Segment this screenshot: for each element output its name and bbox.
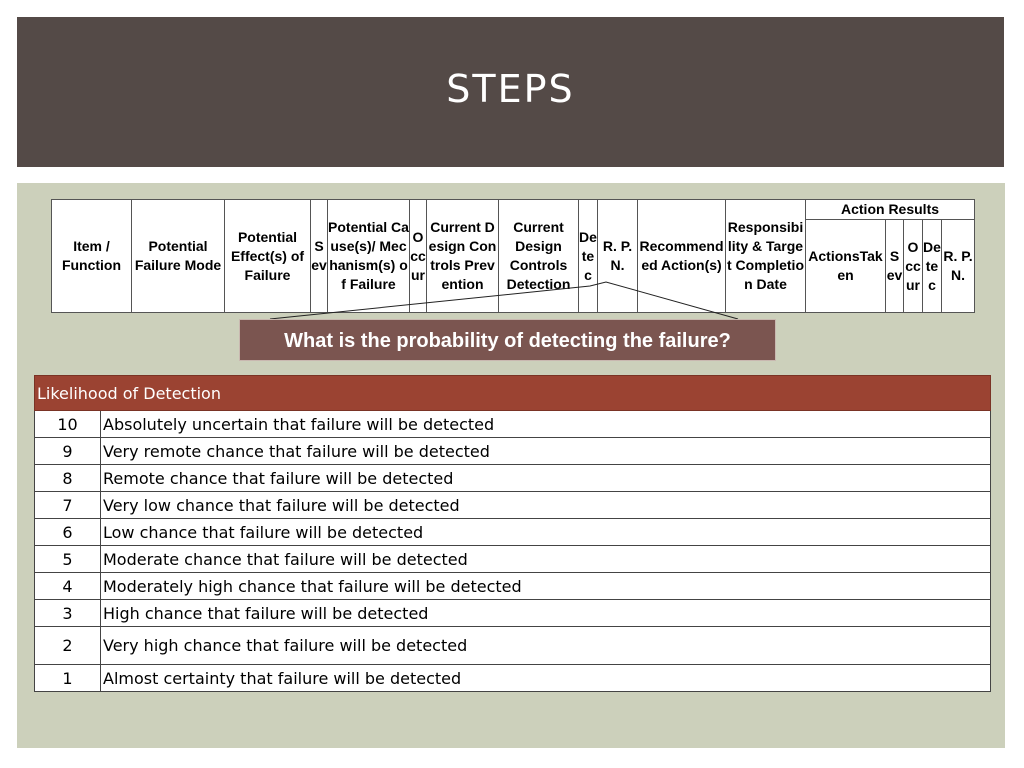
callout-box: What is the probability of detecting the failure? [239,319,776,361]
table-row [35,627,991,665]
description-cell: Very high chance that failure will be detected [101,627,991,665]
table-row [35,665,991,692]
description-cell: Moderate chance that failure will be detected [101,546,991,573]
table-row [35,519,991,546]
description-cell: Almost certainty that failure will be detected [101,665,991,692]
col-detec: Detec [579,200,598,313]
col-action-results: Action Results [806,200,975,220]
description-cell: Very low chance that failure will be detected [101,492,991,519]
description-cell: Low chance that failure will be detected [101,519,991,546]
description-cell: Absolutely uncertain that failure will be detected [101,411,991,438]
rank-cell: 9 [35,438,101,465]
rank-cell: 1 [35,665,101,692]
rank-cell: 7 [35,492,101,519]
col-failure-mode: Potential Failure Mode [132,200,225,313]
col-ar-rpn: R. P. N. [942,220,975,313]
rank-cell: 8 [35,465,101,492]
likelihood-table [34,375,991,692]
col-occur: Occur [410,200,427,313]
col-item-function: Item / Function [52,200,132,313]
col-actions-taken: ActionsTaken [806,220,886,313]
fmea-header-table [51,199,974,313]
col-detection: Current Design Controls Detection [499,200,579,313]
rank-cell: 5 [35,546,101,573]
table-row [35,600,991,627]
col-recommended: Recommended Action(s) [638,200,726,313]
table-row [35,492,991,519]
description-cell: High chance that failure will be detected [101,600,991,627]
col-sev: Sev [311,200,328,313]
col-cause: Potential Cause(s)/ Mechanism(s) of Failure [328,200,410,313]
title-bar [17,17,1004,167]
likelihood-header: Likelihood of Detection [35,376,991,411]
table-row [35,465,991,492]
col-ar-detec: Detec [923,220,942,313]
col-responsibility: Responsibility & Target Completion Date [726,200,806,313]
rank-cell: 2 [35,627,101,665]
table-row [35,546,991,573]
rank-cell: 4 [35,573,101,600]
table-row [35,573,991,600]
col-rpn: R. P. N. [598,200,638,313]
description-cell: Very remote chance that failure will be detected [101,438,991,465]
rank-cell: 3 [35,600,101,627]
slide-title: STEPS [446,67,575,111]
table-row [35,438,991,465]
rank-cell: 10 [35,411,101,438]
description-cell: Moderately high chance that failure will be detected [101,573,991,600]
rank-cell: 6 [35,519,101,546]
col-ar-occur: Occur [904,220,923,313]
col-effects: Potential Effect(s) of Failure [225,200,311,313]
description-cell: Remote chance that failure will be detected [101,465,991,492]
col-ar-sev: Sev [886,220,904,313]
table-row [35,411,991,438]
col-prevention: Current Design Controls Prevention [427,200,499,313]
